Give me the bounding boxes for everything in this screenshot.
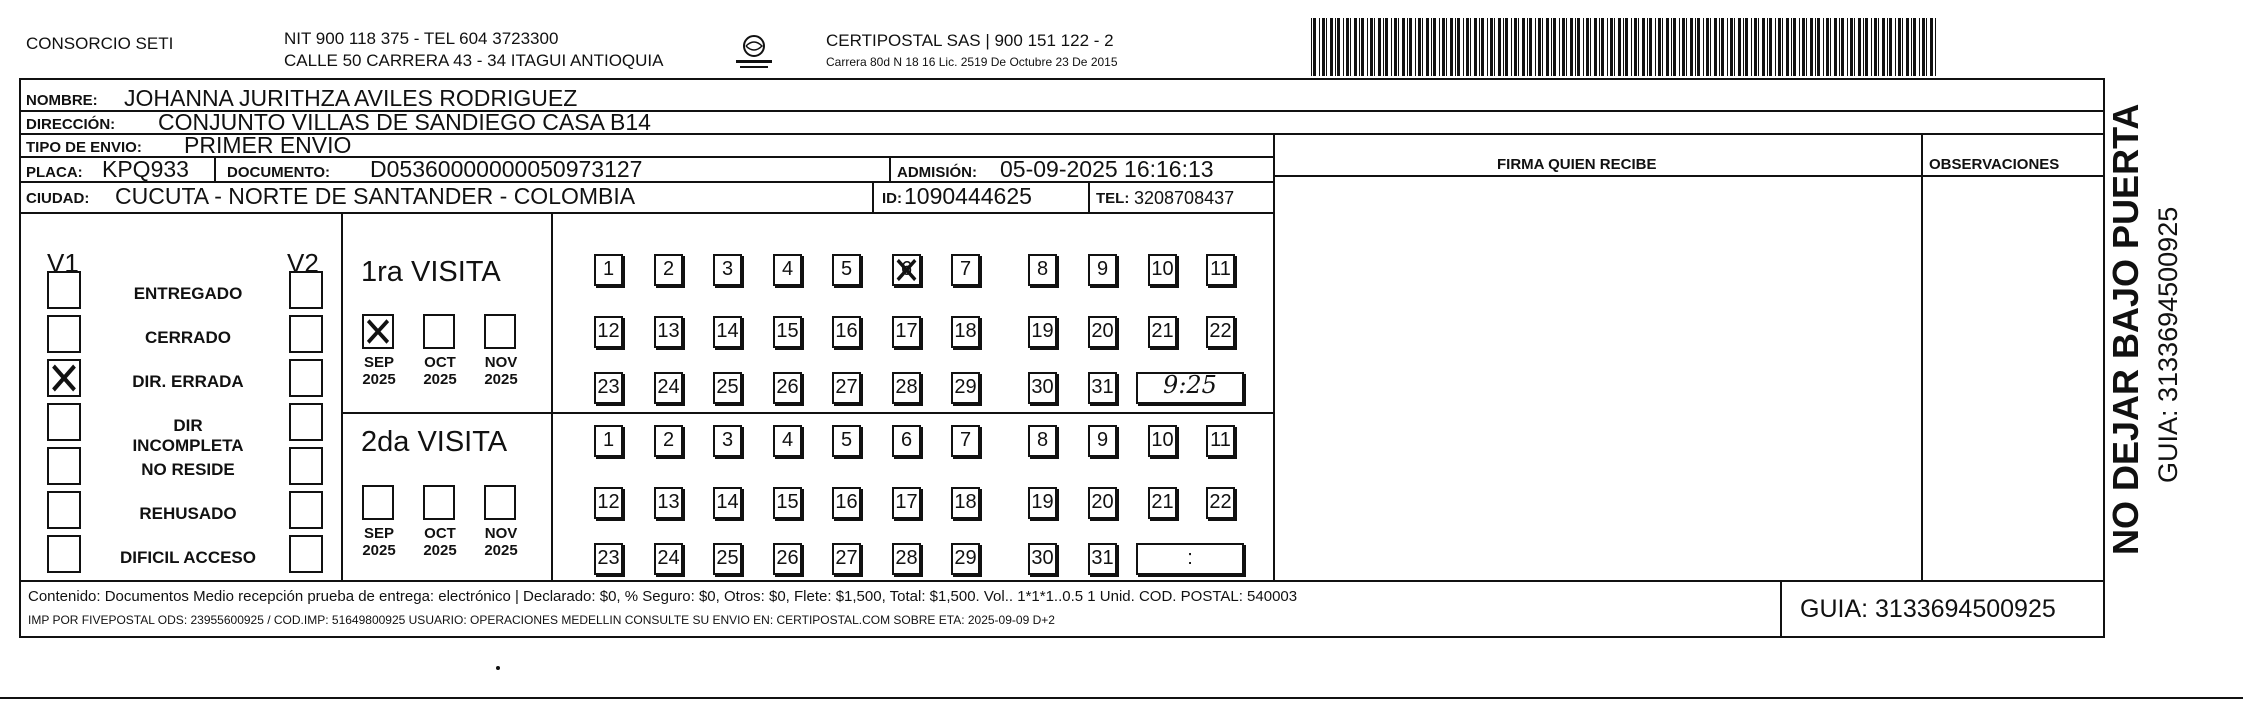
reason-label-5: NO RESIDE (141, 460, 235, 479)
visit-1-day-11[interactable]: 11 (1206, 254, 1235, 286)
visit-1-day-23[interactable]: 23 (594, 372, 623, 404)
certipostal-logo (724, 32, 784, 72)
id-value: 1090444625 (904, 183, 1032, 209)
v1-checkbox-5[interactable] (47, 447, 81, 485)
carrier-line: CERTIPOSTAL SAS | 900 151 122 - 2 (826, 31, 1114, 50)
visit-2-day-13[interactable]: 13 (654, 487, 683, 519)
visit-1-month-checkbox-1[interactable] (362, 314, 394, 349)
nombre-label: NOMBRE: (26, 92, 98, 109)
ciudad-label: CIUDAD: (26, 190, 90, 207)
bottom-rule (0, 697, 2243, 699)
visit-1-day-9[interactable]: 9 (1088, 254, 1117, 286)
v2-label: V2 (287, 248, 319, 278)
visit-2-day-14[interactable]: 14 (713, 487, 742, 519)
visit-2-day-10[interactable]: 10 (1148, 425, 1177, 457)
direccion-value: CONJUNTO VILLAS DE SANDIEGO CASA B14 (158, 109, 651, 135)
visit-2-day-20[interactable]: 20 (1088, 487, 1117, 519)
ciudad-value: CUCUTA - NORTE DE SANTANDER - COLOMBIA (115, 183, 636, 209)
visit-2-day-12[interactable]: 12 (594, 487, 623, 519)
visit-2-month-label-1: SEP 2025 (362, 525, 396, 560)
reason-label-4: DIR INCOMPLETA (132, 416, 244, 455)
visit-2-day-25[interactable]: 25 (713, 543, 742, 575)
visit-1-day-4[interactable]: 4 (773, 254, 802, 286)
tel-label: TEL: (1096, 190, 1130, 207)
visit-1-day-10[interactable]: 10 (1148, 254, 1177, 286)
visit-1-day-14[interactable]: 14 (713, 316, 742, 348)
visit-2-day-6[interactable]: 6 (892, 425, 921, 457)
visit-1-day-29[interactable]: 29 (951, 372, 980, 404)
visit-1-day-25[interactable]: 25 (713, 372, 742, 404)
v1-checkbox-2[interactable] (47, 315, 81, 353)
visit-1-day-31[interactable]: 31 (1088, 372, 1117, 404)
visit-2-day-24[interactable]: 24 (654, 543, 683, 575)
tipo-envio-value: PRIMER ENVIO (184, 132, 352, 158)
nombre-value: JOHANNA JURITHZA AVILES RODRIGUEZ (124, 85, 578, 111)
visit-2-day-7[interactable]: 7 (951, 425, 980, 457)
visit-2-day-28[interactable]: 28 (892, 543, 921, 575)
reason-label-7: DIFICIL ACCESO (119, 548, 256, 567)
visit-2-day-1[interactable]: 1 (594, 425, 623, 457)
tel-value: 3208708437 (1134, 188, 1235, 208)
visit-2-time-box[interactable]: : (1136, 543, 1244, 575)
visit-2-month-checkbox-1[interactable] (362, 485, 394, 520)
contenido-text: Contenido: Documentos Medio recepción prueba de entrega: electrónico | Declarado: $0, % Seguro: $0, Otros: $0, Flete: $1,500, Total: $1,500. Vol.. 1*1*1..0.5 1 Unid. COD. POSTAL: 540003 (28, 588, 1298, 605)
placa-label: PLACA: (26, 164, 83, 181)
admision-value: 05-09-2025 16:16:13 (1000, 156, 1214, 182)
visit-1-day-28[interactable]: 28 (892, 372, 921, 404)
visit-1-day-7[interactable]: 7 (951, 254, 980, 286)
observaciones-header: OBSERVACIONES (1929, 156, 2060, 173)
visit-2-month-checkbox-3[interactable] (484, 485, 516, 520)
v2-checkbox-5[interactable] (289, 447, 323, 485)
reason-label-3: DIR. ERRADA (132, 372, 244, 391)
visit-1-day-1[interactable]: 1 (594, 254, 623, 286)
visit-2-day-9[interactable]: 9 (1088, 425, 1117, 457)
visit-1-day-15[interactable]: 15 (773, 316, 802, 348)
visit-2-month-label-3: NOV 2025 (484, 525, 518, 560)
v1-checkbox-4[interactable] (47, 403, 81, 441)
side-warning: NO DEJAR BAJO PUERTA (2105, 103, 2146, 555)
visit-1-day-12[interactable]: 12 (594, 316, 623, 348)
visit-2-day-11[interactable]: 11 (1206, 425, 1235, 457)
visit-1-day-30[interactable]: 30 (1028, 372, 1057, 404)
v2-checkbox-2[interactable] (289, 315, 323, 353)
documento-value: D05360000000050973127 (370, 156, 643, 182)
firma-header: FIRMA QUIEN RECIBE (1497, 156, 1657, 173)
visit-2-day-15[interactable]: 15 (773, 487, 802, 519)
company-name: CONSORCIO SETI (26, 34, 174, 53)
visit-1-day-19[interactable]: 19 (1028, 316, 1057, 348)
admision-label: ADMISIÓN: (897, 164, 977, 181)
id-label: ID: (882, 190, 902, 207)
visit-2-day-31[interactable]: 31 (1088, 543, 1117, 575)
address-line: CALLE 50 CARRERA 43 - 34 ITAGUI ANTIOQUIA (284, 51, 664, 70)
v2-checkbox-4[interactable] (289, 403, 323, 441)
nit-line: NIT 900 118 375 - TEL 604 3723300 (284, 29, 559, 48)
visit-1-day-13[interactable]: 13 (654, 316, 683, 348)
visit-2-day-5[interactable]: 5 (832, 425, 861, 457)
visit-1-time-box[interactable]: 9:25 (1136, 372, 1244, 404)
reason-label-1: ENTREGADO (133, 284, 243, 303)
v1-checkbox-3[interactable] (47, 359, 81, 397)
visit-1-day-24[interactable]: 24 (654, 372, 683, 404)
visit-2-day-22[interactable]: 22 (1206, 487, 1235, 519)
visit-1-month-label-3: NOV 2025 (484, 354, 518, 389)
footer-guia: GUIA: 3133694500925 (1800, 595, 2056, 623)
v1-checkbox-6[interactable] (47, 491, 81, 529)
v2-checkbox-3[interactable] (289, 359, 323, 397)
imp-text: IMP POR FIVEPOSTAL ODS: 23955600925 / COD.IMP: 51649800925 USUARIO: OPERACIONES MEDELLIN CONSULTE SU ENVIO EN: CERTIPOSTAL.COM SOBRE ETA: 2025-09-09 D+2 (28, 613, 1055, 627)
v1-label: V1 (47, 248, 79, 278)
visit-1-title: 1ra VISITA (361, 256, 501, 288)
visit-1-day-20[interactable]: 20 (1088, 316, 1117, 348)
visit-2-day-21[interactable]: 21 (1148, 487, 1177, 519)
visit-1-day-6[interactable]: 6 (892, 254, 921, 286)
visit-1-day-3[interactable]: 3 (713, 254, 742, 286)
visit-1-day-5[interactable]: 5 (832, 254, 861, 286)
direccion-label: DIRECCIÓN: (26, 116, 116, 133)
visit-1-day-2[interactable]: 2 (654, 254, 683, 286)
visit-1-day-27[interactable]: 27 (832, 372, 861, 404)
visit-2-title: 2da VISITA (361, 426, 508, 458)
v2-checkbox-7[interactable] (289, 535, 323, 573)
visit-1-day-21[interactable]: 21 (1148, 316, 1177, 348)
visit-2-day-16[interactable]: 16 (832, 487, 861, 519)
visit-1-month-checkbox-2[interactable] (423, 314, 455, 349)
tipo-envio-label: TIPO DE ENVIO: (26, 139, 142, 156)
reason-label-6: REHUSADO (139, 504, 237, 523)
carrier-address: Carrera 80d N 18 16 Lic. 2519 De Octubre 23 De 2015 (826, 55, 1118, 69)
visit-1-day-26[interactable]: 26 (773, 372, 802, 404)
visit-2-month-label-2: OCT 2025 (423, 525, 457, 560)
visit-2-day-18[interactable]: 18 (951, 487, 980, 519)
visit-1-month-label-2: OCT 2025 (423, 354, 457, 389)
visit-1-day-22[interactable]: 22 (1206, 316, 1235, 348)
v1-checkbox-1[interactable] (47, 271, 81, 309)
v2-checkbox-1[interactable] (289, 271, 323, 309)
visit-2-day-23[interactable]: 23 (594, 543, 623, 575)
visit-2-day-17[interactable]: 17 (892, 487, 921, 519)
visit-2-day-2[interactable]: 2 (654, 425, 683, 457)
v2-checkbox-6[interactable] (289, 491, 323, 529)
visit-2-day-3[interactable]: 3 (713, 425, 742, 457)
visit-2-day-27[interactable]: 27 (832, 543, 861, 575)
visit-2-day-26[interactable]: 26 (773, 543, 802, 575)
visit-2-day-30[interactable]: 30 (1028, 543, 1057, 575)
side-guia: GUIA: 3133694500925 (2153, 206, 2183, 483)
visit-1-month-checkbox-3[interactable] (484, 314, 516, 349)
visit-2-day-19[interactable]: 19 (1028, 487, 1057, 519)
v1-checkbox-7[interactable] (47, 535, 81, 573)
placa-value: KPQ933 (102, 156, 189, 182)
reason-label-2: CERRADO (145, 328, 231, 347)
barcode (1311, 18, 1940, 76)
visit-1-day-16[interactable]: 16 (832, 316, 861, 348)
visit-2-day-4[interactable]: 4 (773, 425, 802, 457)
visit-2-day-29[interactable]: 29 (951, 543, 980, 575)
visit-1-day-18[interactable]: 18 (951, 316, 980, 348)
documento-label: DOCUMENTO: (227, 164, 331, 181)
visit-2-month-checkbox-2[interactable] (423, 485, 455, 520)
visit-2-day-8[interactable]: 8 (1028, 425, 1057, 457)
visit-1-day-8[interactable]: 8 (1028, 254, 1057, 286)
visit-1-day-17[interactable]: 17 (892, 316, 921, 348)
visit-1-month-label-1: SEP 2025 (362, 354, 396, 389)
stray-dot (496, 666, 500, 670)
